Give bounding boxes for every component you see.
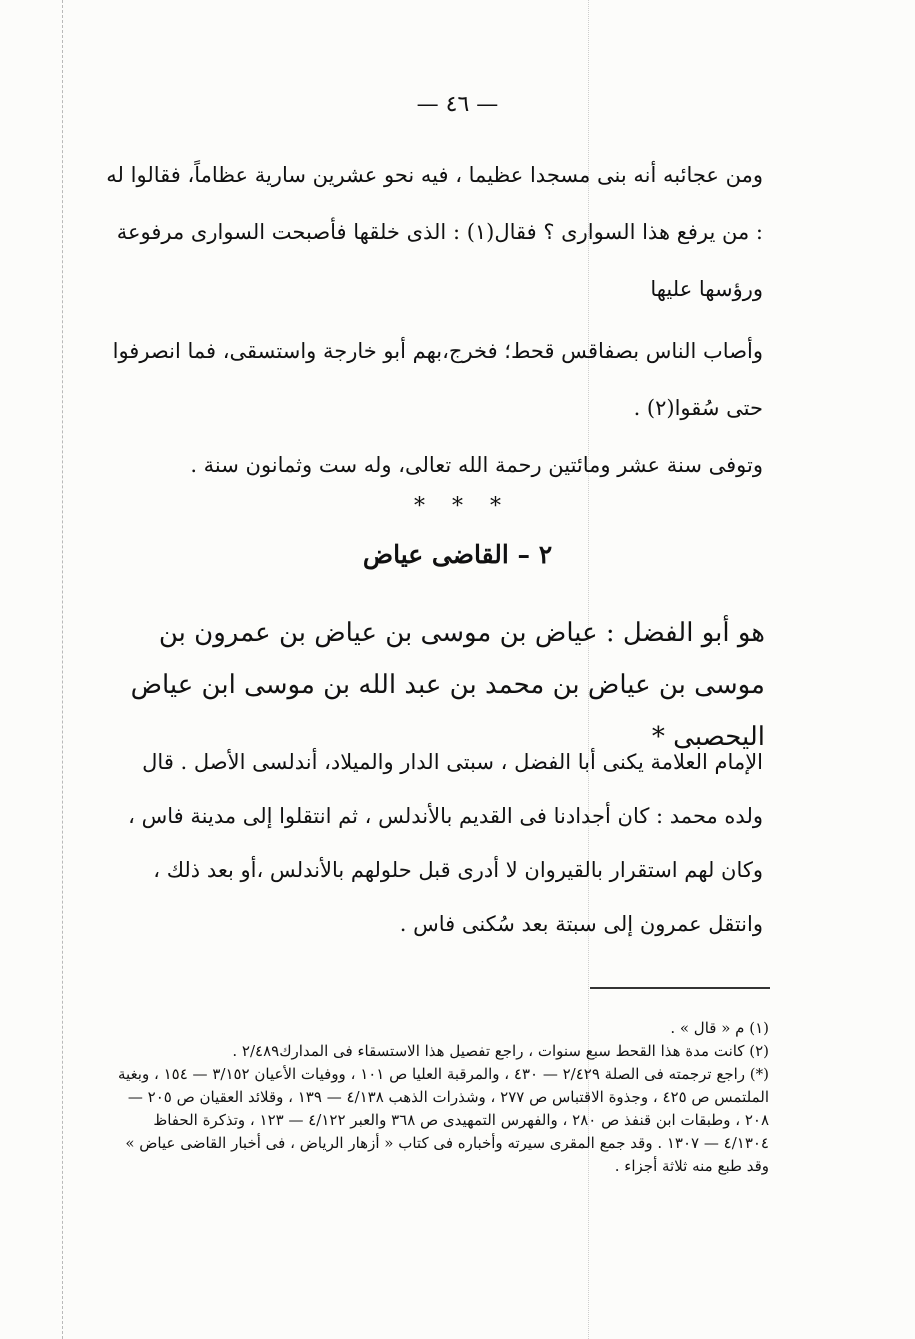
- page-number: — ٤٦ —: [416, 92, 499, 117]
- biography-body: [103, 735, 763, 951]
- paragraph-text: الإمام العلامة يكنى أبا الفضل ، سبتى الدار والميلاد، أندلسى الأصل . قال ولده محمد : كان أجدادنا فى القديم بالأندلس ، ثم انتقلوا إلى مدينة فاس ، وكان لهم استقرار بالقيروان لا أدرى قبل حلولهم بالأندلس ،أو بعد ذلك ، وانتقل عمرون إلى سبتة بعد سُكنى فاس .: [128, 750, 763, 936]
- paragraph-text: ومن عجائبه أنه بنى مسجدا عظيما ، فيه نحو عشرين سارية عظاماً، فقالوا له : من يرفع هذا السوارى ؟ فقال(١) : الذى خلقها فأصبحت السوارى مرفوعة ورؤسها عليها: [106, 163, 763, 301]
- footnotes: [109, 1017, 769, 1178]
- section-separator: * * *: [414, 494, 501, 519]
- footnote: (١) م « قال » .: [670, 1019, 769, 1037]
- footnote: (٢) كانت مدة هذا القحط سبع سنوات ، راجع تفصيل هذا الاستسقاء فى المدارك٢/٤٨٩ .: [232, 1042, 769, 1060]
- paragraph-text: وأصاب الناس بصفاقس قحط؛ فخرج،بهم أبو خارجة واستسقى، فما انصرفوا حتى سُقوا(٢) .: [112, 339, 763, 420]
- footnote: (*) راجع ترجمته فى الصلة ٢/٤٢٩ — ٤٣٠ ، والمرقبة العليا ص ١٠١ ، ووفيات الأعيان ٣/١٥٢ — ١٥٤ ، وبغية الملتمس ص ٤٢٥ ، وجذوة الاقتباس ص ٢٧٧ ، وشذرات الذهب ٤/١٣٨ — ١٣٩ ، وقلائد العقيان ص ٢٠٥ — ٢٠٨ ، وطبقات ابن قنفذ ص ٢٨٠ ، والفهرس التمهيدى ص ٣٦٨ والعبر ٤/١٢٢ — ١٢٣ ، وتذكرة الحفاظ ٤/١٣٠٤ — ١٣٠٧ . وقد جمع المقرى سيرته وأخباره فى كتاب « أزهار الرياض ، فى أخبار القاضى عياض » وقد طبع منه ثلاثة أجزاء .: [118, 1065, 769, 1175]
- paragraph-death-date: [103, 437, 763, 494]
- section-title: ٢ – القاضى عياض: [362, 540, 553, 569]
- paragraph-drought-story: [103, 323, 763, 437]
- footnote-divider: [590, 987, 770, 989]
- paragraph-mosque-story: [103, 147, 763, 318]
- biography-heading: هو أبو الفضل : عياض بن موسى بن عياض بن عمرون بن موسى بن عياض بن محمد بن عبد الله بن موسى ابن عياض اليحصبى *: [130, 618, 765, 752]
- paragraph-text: وتوفى سنة عشر ومائتين رحمة الله تعالى، وله ست وثمانون سنة .: [190, 453, 763, 477]
- page-margin-line: [62, 0, 63, 1339]
